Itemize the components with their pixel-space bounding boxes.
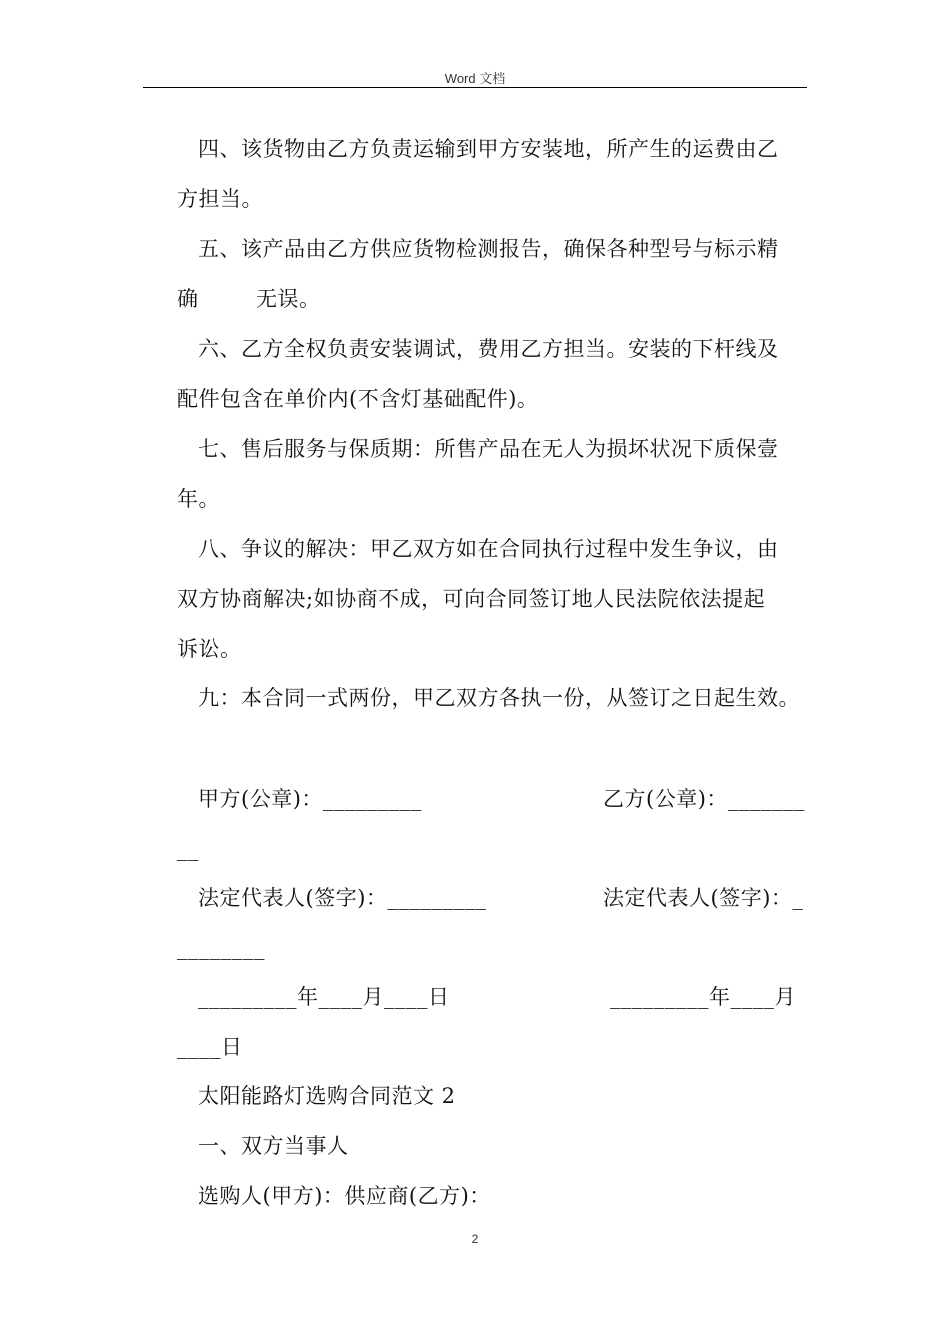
date-b: _________年____月 [610, 985, 796, 1009]
representative-b: 法定代表人(签字)：_ [603, 886, 804, 910]
clause-8-line-3: 诉讼。 [177, 637, 242, 661]
section-2-heading-1: 一、双方当事人 [198, 1134, 349, 1158]
clause-8-line-2: 双方协商解决;如协商不成，可向合同签订地人民法院依法提起 [177, 587, 766, 611]
section-2-parties: 选购人(甲方)：供应商(乙方)： [198, 1184, 491, 1208]
clause-5-line-1: 五、该产品由乙方供应货物检测报告，确保各种型号与标示精 [198, 237, 779, 261]
date-b-continued: ____日 [177, 1035, 243, 1059]
party-a-seal: 甲方(公章)：_________ [198, 787, 422, 811]
clause-5-line-2b: 无误。 [256, 287, 321, 311]
representative-b-continued: ________ [177, 936, 265, 960]
clause-5-line-2a: 确 [177, 287, 199, 311]
representative-a: 法定代表人(签字)：_________ [198, 886, 487, 910]
clause-7-line-1: 七、售后服务与保质期：所售产品在无人为损坏状况下质保壹 [198, 437, 779, 461]
page-header-title: Word 文档 [444, 71, 506, 86]
date-a: _________年____月____日 [198, 985, 450, 1009]
party-b-seal: 乙方(公章)：_______ [603, 787, 805, 811]
clause-6-line-2: 配件包含在单价内(不含灯基础配件)。 [177, 387, 539, 411]
clause-9-line-1: 九：本合同一式两份，甲乙双方各执一份，从签订之日起生效。 [198, 686, 800, 710]
clause-6-line-1: 六、乙方全权负责安装调试，费用乙方担当。安装的下杆线及 [198, 337, 779, 361]
page-number: 2 [471, 1232, 479, 1246]
header-rule [143, 87, 807, 88]
clause-4-line-2: 方担当。 [177, 187, 263, 211]
party-b-seal-continued: __ [177, 837, 199, 861]
clause-7-line-2: 年。 [177, 487, 220, 511]
clause-8-line-1: 八、争议的解决：甲乙双方如在合同执行过程中发生争议，由 [198, 537, 779, 561]
section-2-title: 太阳能路灯选购合同范文 2 [198, 1084, 456, 1108]
clause-4-line-1: 四、该货物由乙方负责运输到甲方安装地，所产生的运费由乙 [198, 137, 779, 161]
